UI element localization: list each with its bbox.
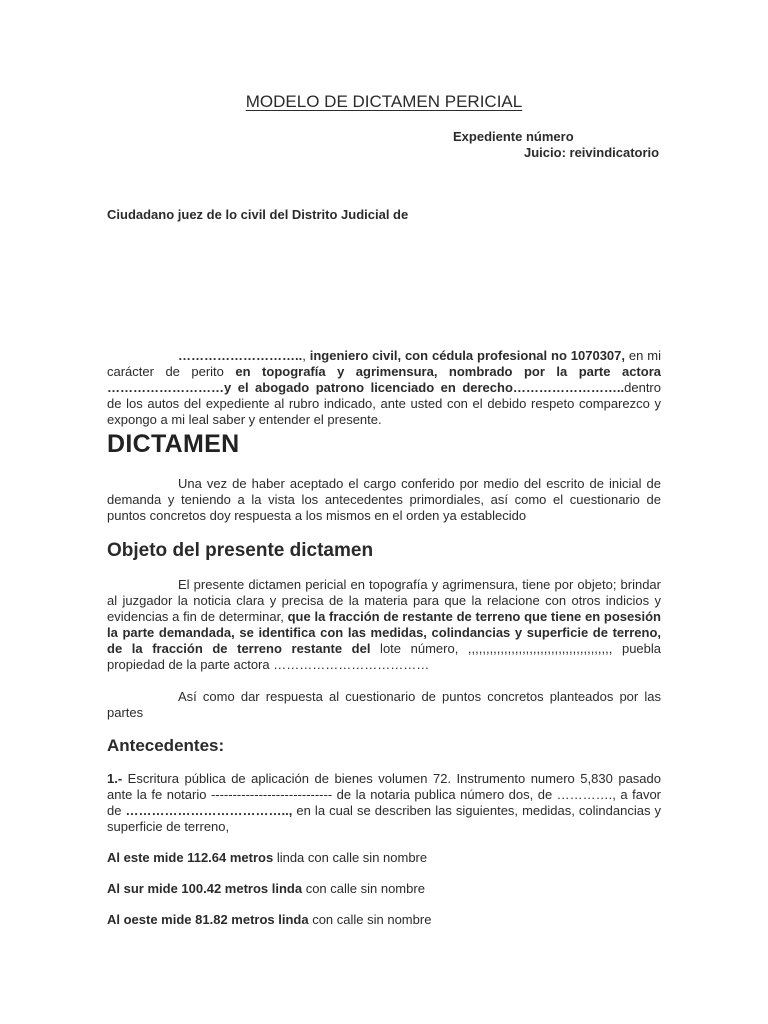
document-title: MODELO DE DICTAMEN PERICIAL: [245, 92, 523, 111]
measure-east-text: linda con calle sin nombre: [276, 850, 428, 865]
addressee-line: Ciudadano juez de lo civil del Distrito Judicial de: [107, 207, 409, 222]
measure-line-east: [107, 850, 427, 865]
intro-paragraph: [107, 348, 661, 428]
antecedente-1-text-1: Escritura pública de aplicación de bienes volumen 72. Instrumento numero 5,830 pasado ante la fe notario ---------------------------- de la notaria publica número dos, de …………., a favor de: [107, 771, 661, 818]
heading-antecedentes: Antecedentes:: [107, 736, 225, 755]
objeto-text-1: El presente dictamen pericial en topografía y agrimensura, tiene por objeto; brindar al juzgador la noticia clara y precisa de la materia para que la relacione con otros indicios y evidencias a fin de determinar,: [107, 577, 661, 624]
objeto-bold-1: que la fracción de restante de terreno que tiene en posesión la parte demandada, se identifica con las medidas, colindancias y superficie de terreno, de la fracción de terreno restante del: [107, 609, 661, 656]
antecedente-1-text-2: en la cual se describen las siguientes, medidas, colindancias y superficie de terreno,: [107, 803, 661, 834]
intro-text-1: ,: [302, 348, 310, 363]
asi-como-paragraph: Así como dar respuesta al cuestionario de puntos concretos planteados por las partes: [107, 689, 661, 720]
measure-west-bold: Al oeste mide 81.82 metros linda: [107, 912, 309, 927]
measure-east-bold: Al este mide 112.64 metros: [107, 850, 277, 865]
intro-bold-2: en topografía y agrimensura, nombrado por la parte actora ………………………y el abogado patrono licenciado en derecho……………………..: [107, 364, 661, 395]
measure-west-text: con calle sin nombre: [308, 912, 432, 927]
heading-dictamen: DICTAMEN: [107, 430, 240, 458]
objeto-text-2: lote número, ,,,,,,,,,,,,,,,,,,,,,,,,,,,,,,,,,,,,,,,, puebla propiedad de la parte actora ………………………………: [107, 641, 662, 672]
intro-text-3: dentro de los autos del expediente al rubro indicado, ante usted con el debido respeto comparezco y expongo a mi leal saber y entender el presente.: [107, 380, 661, 427]
intro-bold-1: ingeniero civil, con cédula profesional no 1070307,: [309, 348, 626, 363]
measure-south-text: con calle sin nombre: [302, 881, 425, 896]
expediente-label: Expediente número: [453, 129, 574, 144]
measure-line-west: [107, 912, 431, 927]
juicio-label: Juicio: reivindicatorio: [524, 145, 660, 160]
measure-south-bold: Al sur mide 100.42 metros linda: [107, 881, 303, 896]
antecedente-1-number: 1.-: [107, 771, 123, 786]
intro-dots: ………………………..: [178, 348, 303, 363]
antecedente-1-paragraph: [107, 771, 661, 835]
dictamen-paragraph: Una vez de haber aceptado el cargo conferido por medio del escrito de inicial de demanda y teniendo a la vista los antecedentes primordiales, así como el cuestionario de puntos concretos doy respuesta a los mismos en el orden ya establecido: [107, 476, 661, 523]
intro-text-2: en mi carácter de perito: [107, 348, 661, 379]
heading-objeto: Objeto del presente dictamen: [107, 540, 374, 561]
antecedente-1-bold: ………………………………..,: [125, 803, 293, 818]
measure-line-south: [107, 881, 425, 896]
objeto-paragraph: [107, 577, 661, 673]
